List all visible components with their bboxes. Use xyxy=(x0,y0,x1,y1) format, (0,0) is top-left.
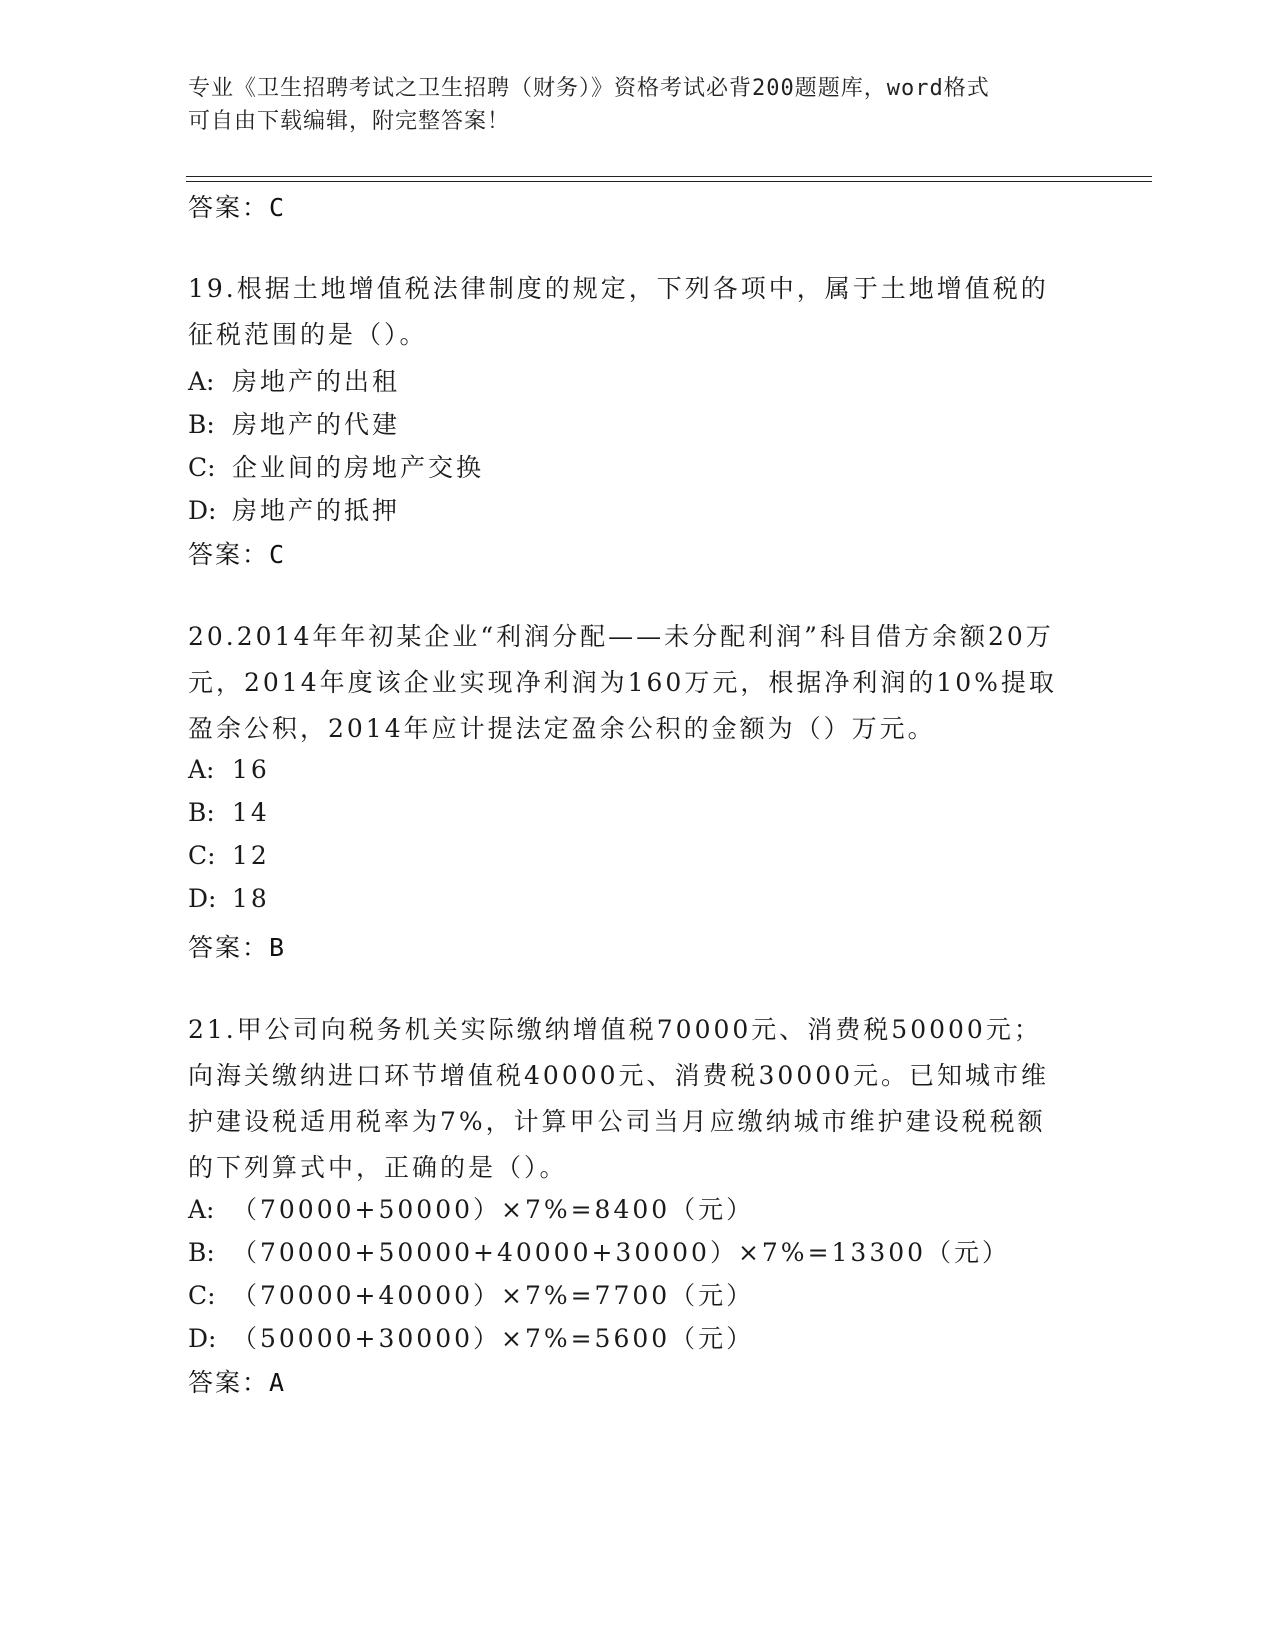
option-letter: A: xyxy=(188,755,215,784)
answer-value: C xyxy=(269,540,287,569)
option-letter: B: xyxy=(188,1238,215,1267)
option-letter: B: xyxy=(188,410,215,439)
question-21-answer xyxy=(188,1363,286,1399)
question-19-option-c xyxy=(188,448,484,484)
answer-label: 答案： xyxy=(188,933,270,962)
answer-value: B xyxy=(269,933,287,962)
answer-value: A xyxy=(269,1368,287,1397)
question-19-option-d xyxy=(188,491,400,527)
question-20-option-c xyxy=(188,841,270,870)
option-text: 16 xyxy=(232,755,270,784)
option-letter: C: xyxy=(188,453,216,482)
question-21-option-b xyxy=(188,1233,1010,1269)
option-text: （50000+30000）×7%=5600（元） xyxy=(232,1324,755,1353)
option-letter: D: xyxy=(188,884,217,913)
question-20-option-d xyxy=(188,884,270,913)
option-letter: B: xyxy=(188,798,215,827)
header-rule-bottom xyxy=(186,181,1152,182)
option-letter: A: xyxy=(188,1195,215,1224)
option-text: （70000+40000）×7%=7700（元） xyxy=(232,1281,755,1310)
previous-answer xyxy=(188,188,286,224)
option-text: 14 xyxy=(232,798,270,827)
question-21-option-d xyxy=(188,1319,754,1355)
option-text: （70000+50000）×7%=8400（元） xyxy=(232,1195,755,1224)
option-text: 12 xyxy=(232,841,270,870)
question-19-answer xyxy=(188,535,286,571)
question-20-option-b xyxy=(188,798,270,827)
question-19-option-b xyxy=(188,405,400,441)
option-letter: A: xyxy=(188,367,215,396)
option-text: 房地产的抵押 xyxy=(232,496,401,525)
question-19-text: 19.根据土地增值税法律制度的规定，下列各项中，属于土地增值税的征税范围的是（）。 xyxy=(188,274,1049,349)
option-text: 18 xyxy=(232,884,270,913)
answer-label: 答案： xyxy=(188,1368,270,1397)
question-21-text: 21.甲公司向税务机关实际缴纳增值税70000元、消费税50000元；向海关缴纳进口环节增值税40000元、消费税30000元。已知城市维护建设税适用税率为7%，计算甲公司当月应缴纳城市维护建设税税额的下列算式中，正确的是（）。 xyxy=(188,1015,1050,1182)
header-title-line-2: 可自由下载编辑，附完整答案！ xyxy=(188,109,511,134)
answer-value: C xyxy=(269,193,287,222)
option-text: （70000+50000+40000+30000）×7%=13300（元） xyxy=(232,1238,1011,1267)
answer-label: 答案： xyxy=(188,193,270,222)
question-19-option-a xyxy=(188,362,400,398)
option-letter: C: xyxy=(188,1281,216,1310)
document-header xyxy=(188,72,1068,138)
option-text: 房地产的出租 xyxy=(232,367,401,396)
question-21-option-c xyxy=(188,1276,754,1312)
option-text: 房地产的代建 xyxy=(232,410,401,439)
question-20-answer xyxy=(188,928,286,964)
option-text: 企业间的房地产交换 xyxy=(232,453,485,482)
question-20-option-a xyxy=(188,755,270,784)
answer-label: 答案： xyxy=(188,540,270,569)
option-letter: D: xyxy=(188,496,217,525)
question-20-text: 20.2014年年初某企业“利润分配——未分配利润”科目借方余额20万元，2014年度该企业实现净利润为160万元，根据净利润的10%提取盈余公积，2014年应计提法定盈余公积的金额为（）万元。 xyxy=(188,622,1057,743)
option-letter: D: xyxy=(188,1324,217,1353)
header-title-line-1: 专业《卫生招聘考试之卫生招聘（财务）》资格考试必背200题题库，word格式 xyxy=(188,76,990,101)
question-21-option-a xyxy=(188,1190,754,1226)
option-letter: C: xyxy=(188,841,216,870)
header-rule-top xyxy=(186,176,1152,177)
